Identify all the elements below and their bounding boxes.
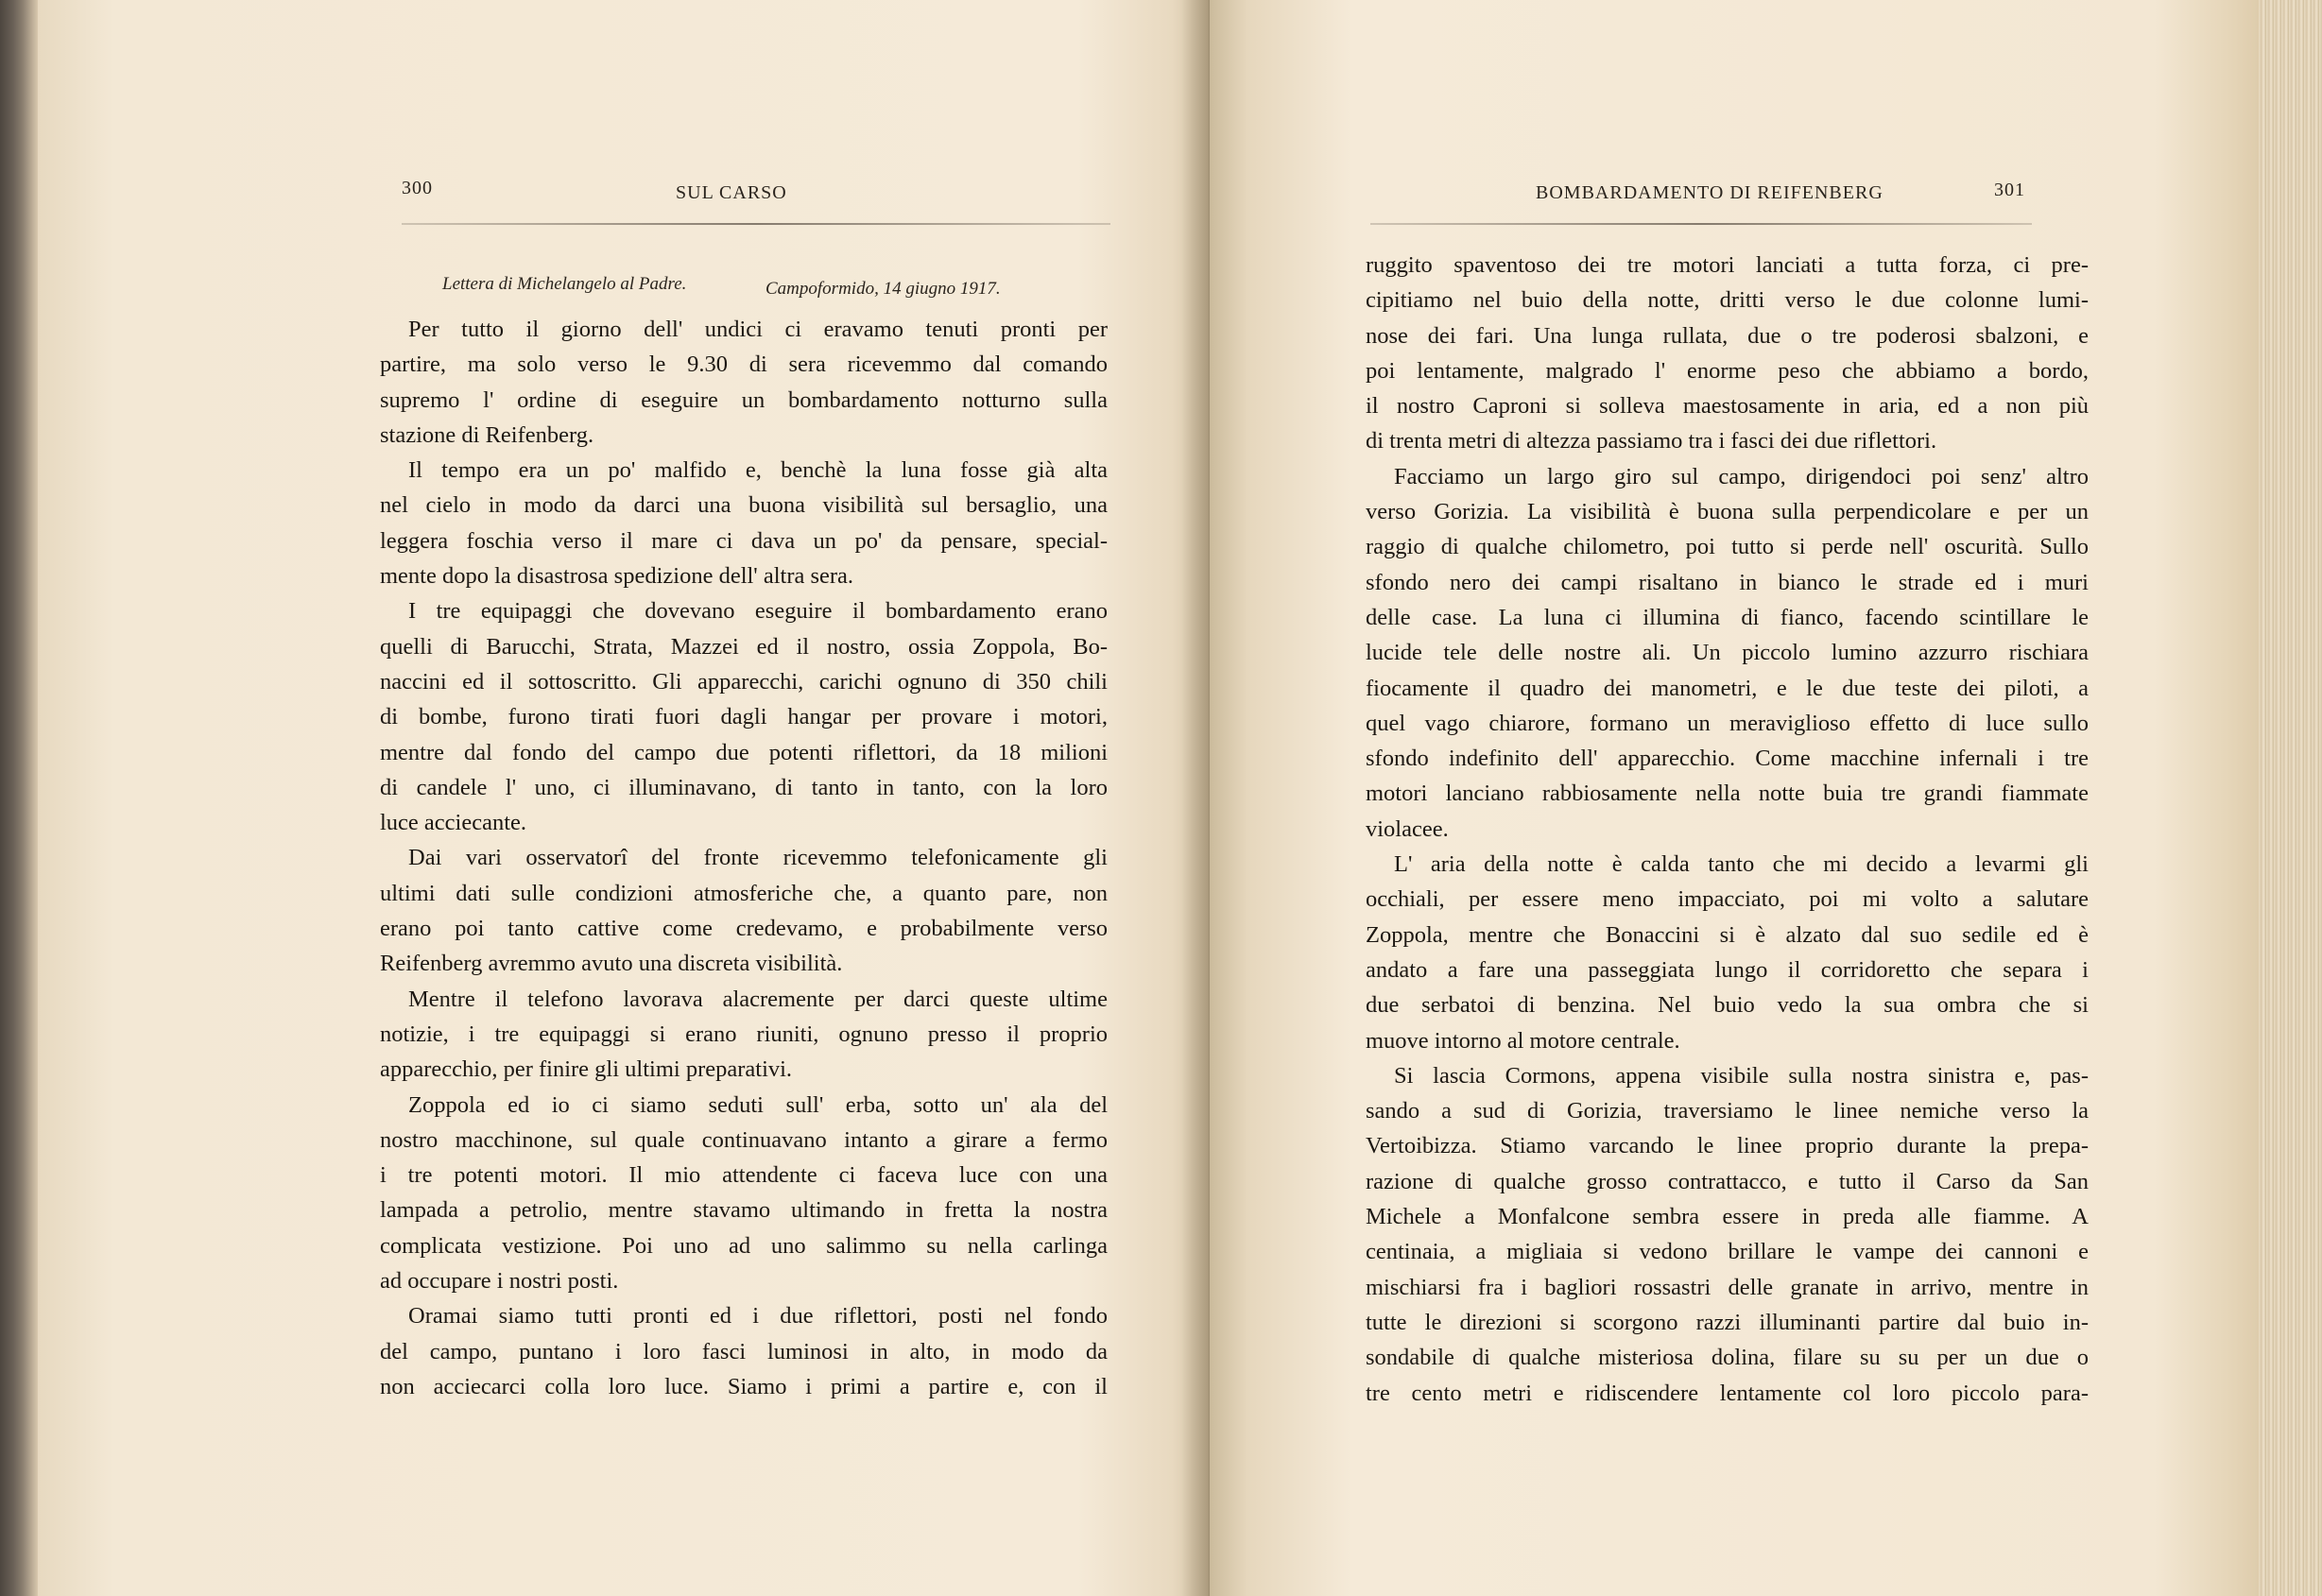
text-line: raggio di qualche chilometro, poi tutto si perde nell' oscurità. Sullo — [1366, 534, 2089, 560]
text-line: cipitiamo nel buio della notte, dritti verso le due colonne lumi- — [1366, 287, 2089, 314]
right-page — [1210, 0, 2278, 1596]
text-line: centinaia, a migliaia si vedono brillare le vampe dei cannoni e — [1366, 1239, 2089, 1265]
text-line: notizie, i tre equipaggi si erano riuniti, ognuno presso il proprio — [380, 1021, 1108, 1047]
header-rule-right — [1370, 223, 2032, 225]
text-line: Michele a Monfalcone sembra essere in preda alle fiamme. A — [1366, 1204, 2089, 1230]
text-line: mentre dal fondo del campo due potenti riflettori, da 18 milioni — [380, 739, 1108, 765]
book-spine-edge — [0, 0, 38, 1596]
text-line: supremo l' ordine di eseguire un bombardamento notturno sulla — [380, 386, 1108, 413]
header-rule-left — [402, 223, 1110, 225]
text-line: non acciecarci colla loro luce. Siamo i primi a partire e, con il — [380, 1373, 1108, 1399]
text-line: complicata vestizione. Poi uno ad uno salimmo su nella carlinga — [380, 1232, 1108, 1259]
text-line: sfondo nero dei campi risaltano in bianco le strade ed i muri — [1366, 569, 2089, 595]
text-line: Il tempo era un po' malfido e, benchè la luna fosse già alta — [408, 457, 1108, 484]
text-line: muove intorno al motore centrale. — [1366, 1027, 1680, 1054]
text-line: lucide tele delle nostre ali. Un piccolo lumino azzurro rischiara — [1366, 640, 2089, 666]
text-line: partire, ma solo verso le 9.30 di sera ricevemmo dal comando — [380, 352, 1108, 378]
text-line: luce acciecante. — [380, 810, 527, 836]
text-line: violacee. — [1366, 815, 1449, 842]
text-line: mischiarsi fra i bagliori rossastri delle granate in arrivo, mentre in — [1366, 1274, 2089, 1300]
text-line: del campo, puntano i loro fasci luminosi in alto, in modo da — [380, 1338, 1108, 1364]
page-edges — [2259, 0, 2322, 1596]
text-line: I tre equipaggi che dovevano eseguire il bombardamento erano — [408, 598, 1108, 625]
text-line: poi lentamente, malgrado l' enorme peso che abbiamo a bordo, — [1366, 357, 2089, 384]
text-line: sfondo indefinito dell' apparecchio. Come macchine infernali i tre — [1366, 746, 2089, 772]
text-line: mente dopo la disastrosa spedizione dell' altra sera. — [380, 563, 854, 590]
text-line: verso Gorizia. La visibilità è buona sulla perpendicolare e per un — [1366, 499, 2089, 525]
text-line: quelli di Barucchi, Strata, Mazzei ed il nostro, ossia Zoppola, Bo- — [380, 633, 1108, 660]
text-line: ad occupare i nostri posti. — [380, 1268, 619, 1295]
text-line: due serbatoi di benzina. Nel buio vedo la sua ombra che si — [1366, 992, 2089, 1019]
running-head-right: BOMBARDAMENTO DI REIFENBERG — [1536, 182, 1883, 203]
text-line: tutte le direzioni si scorgono razzi illuminanti partire dal buio in- — [1366, 1309, 2089, 1335]
text-line: tre cento metri e ridiscendere lentamente col loro piccolo para- — [1366, 1380, 2089, 1406]
text-line: Dai vari osservatorî del fronte ricevemmo telefonicamente gli — [408, 845, 1108, 871]
text-line: sando a sud di Gorizia, traversiamo le linee nemiche verso la — [1366, 1098, 2089, 1124]
text-line: nostro macchinone, sul quale continuavano intanto a girare a fermo — [380, 1126, 1108, 1153]
text-line: Vertoibizza. Stiamo varcando le linee proprio durante la prepa- — [1366, 1133, 2089, 1159]
text-line: razione di qualche grosso contrattacco, e tutto il Carso da San — [1366, 1168, 2089, 1194]
right-body-text — [1366, 248, 2089, 1411]
text-line: i tre potenti motori. Il mio attendente ci faceva luce con una — [380, 1162, 1108, 1189]
text-line: di bombe, furono tirati fuori dagli hangar per provare i motori, — [380, 704, 1108, 730]
text-line: di candele l' uno, ci illuminavano, di tanto in tanto, con la loro — [380, 774, 1108, 800]
place-date: Campoformido, 14 giugno 1917. — [765, 279, 1001, 299]
text-line: Oramai siamo tutti pronti ed i due riflettori, posti nel fondo — [408, 1303, 1108, 1330]
text-line: occhiali, per essere meno impacciato, poi mi volto a salutare — [1366, 886, 2089, 913]
text-line: naccini ed il sottoscritto. Gli apparecchi, carichi ognuno di 350 chili — [380, 668, 1108, 695]
text-line: Si lascia Cormons, appena visibile sulla nostra sinistra e, pas- — [1394, 1062, 2089, 1089]
text-line: ultimi dati sulle condizioni atmosferiche che, a quanto pare, non — [380, 880, 1108, 906]
text-line: sondabile di qualche misteriosa dolina, filare su su per un due o — [1366, 1345, 2089, 1371]
text-line: L' aria della notte è calda tanto che mi decido a levarmi gli — [1394, 851, 2089, 878]
text-line: andato a fare una passeggiata lungo il corridoretto che separa i — [1366, 956, 2089, 983]
text-line: di trenta metri di altezza passiamo tra i fasci dei due riflettori. — [1366, 428, 1937, 455]
text-line: quel vago chiarore, formano un meraviglioso effetto di luce sullo — [1366, 710, 2089, 736]
text-line: leggera foschia verso il mare ci dava un po' da pensare, special- — [380, 527, 1108, 554]
text-line: Per tutto il giorno dell' undici ci eravamo tenuti pronti per — [408, 317, 1108, 342]
text-line: ruggito spaventoso dei tre motori lanciati a tutta forza, ci pre- — [1366, 252, 2089, 278]
text-line: Zoppola, mentre che Bonaccini si è alzato dal suo sedile ed è — [1366, 921, 2089, 948]
left-body-text — [380, 312, 1108, 1404]
text-line: nel cielo in modo da darci una buona visibilità sul bersaglio, una — [380, 492, 1108, 519]
text-line: nose dei fari. Una lunga rullata, due o tre poderosi sbalzoni, e — [1366, 322, 2089, 349]
text-line: Zoppola ed io ci siamo seduti sull' erba, sotto un' ala del — [408, 1091, 1108, 1118]
text-line: lampada a petrolio, mentre stavamo ultimando in fretta la nostra — [380, 1197, 1108, 1224]
text-line: fiocamente il quadro dei manometri, e le due teste dei piloti, a — [1366, 675, 2089, 701]
left-page — [38, 0, 1210, 1596]
text-line: Reifenberg avremmo avuto una discreta visibilità. — [380, 951, 843, 977]
text-line: Mentre il telefono lavorava alacremente per darci queste ultime — [408, 986, 1108, 1012]
text-line: erano poi tanto cattive come credevamo, e probabilmente verso — [380, 916, 1108, 942]
running-head-left: SUL CARSO — [676, 182, 787, 203]
text-line: apparecchio, per finire gli ultimi preparativi. — [380, 1056, 793, 1083]
letter-heading: Lettera di Michelangelo al Padre. — [442, 274, 687, 294]
text-line: motori lanciano rabbiosamente nella notte buia tre grandi fiammate — [1366, 781, 2089, 807]
page-number-right: 301 — [1994, 180, 2025, 200]
text-line: il nostro Caproni si solleva maestosamente in aria, ed a non più — [1366, 393, 2089, 420]
text-line: stazione di Reifenberg. — [380, 421, 594, 448]
page-number-left: 300 — [402, 178, 433, 198]
text-line: delle case. La luna ci illumina di fianco, facendo scintillare le — [1366, 604, 2089, 630]
text-line: Facciamo un largo giro sul campo, dirigendoci poi senz' altro — [1394, 463, 2089, 489]
